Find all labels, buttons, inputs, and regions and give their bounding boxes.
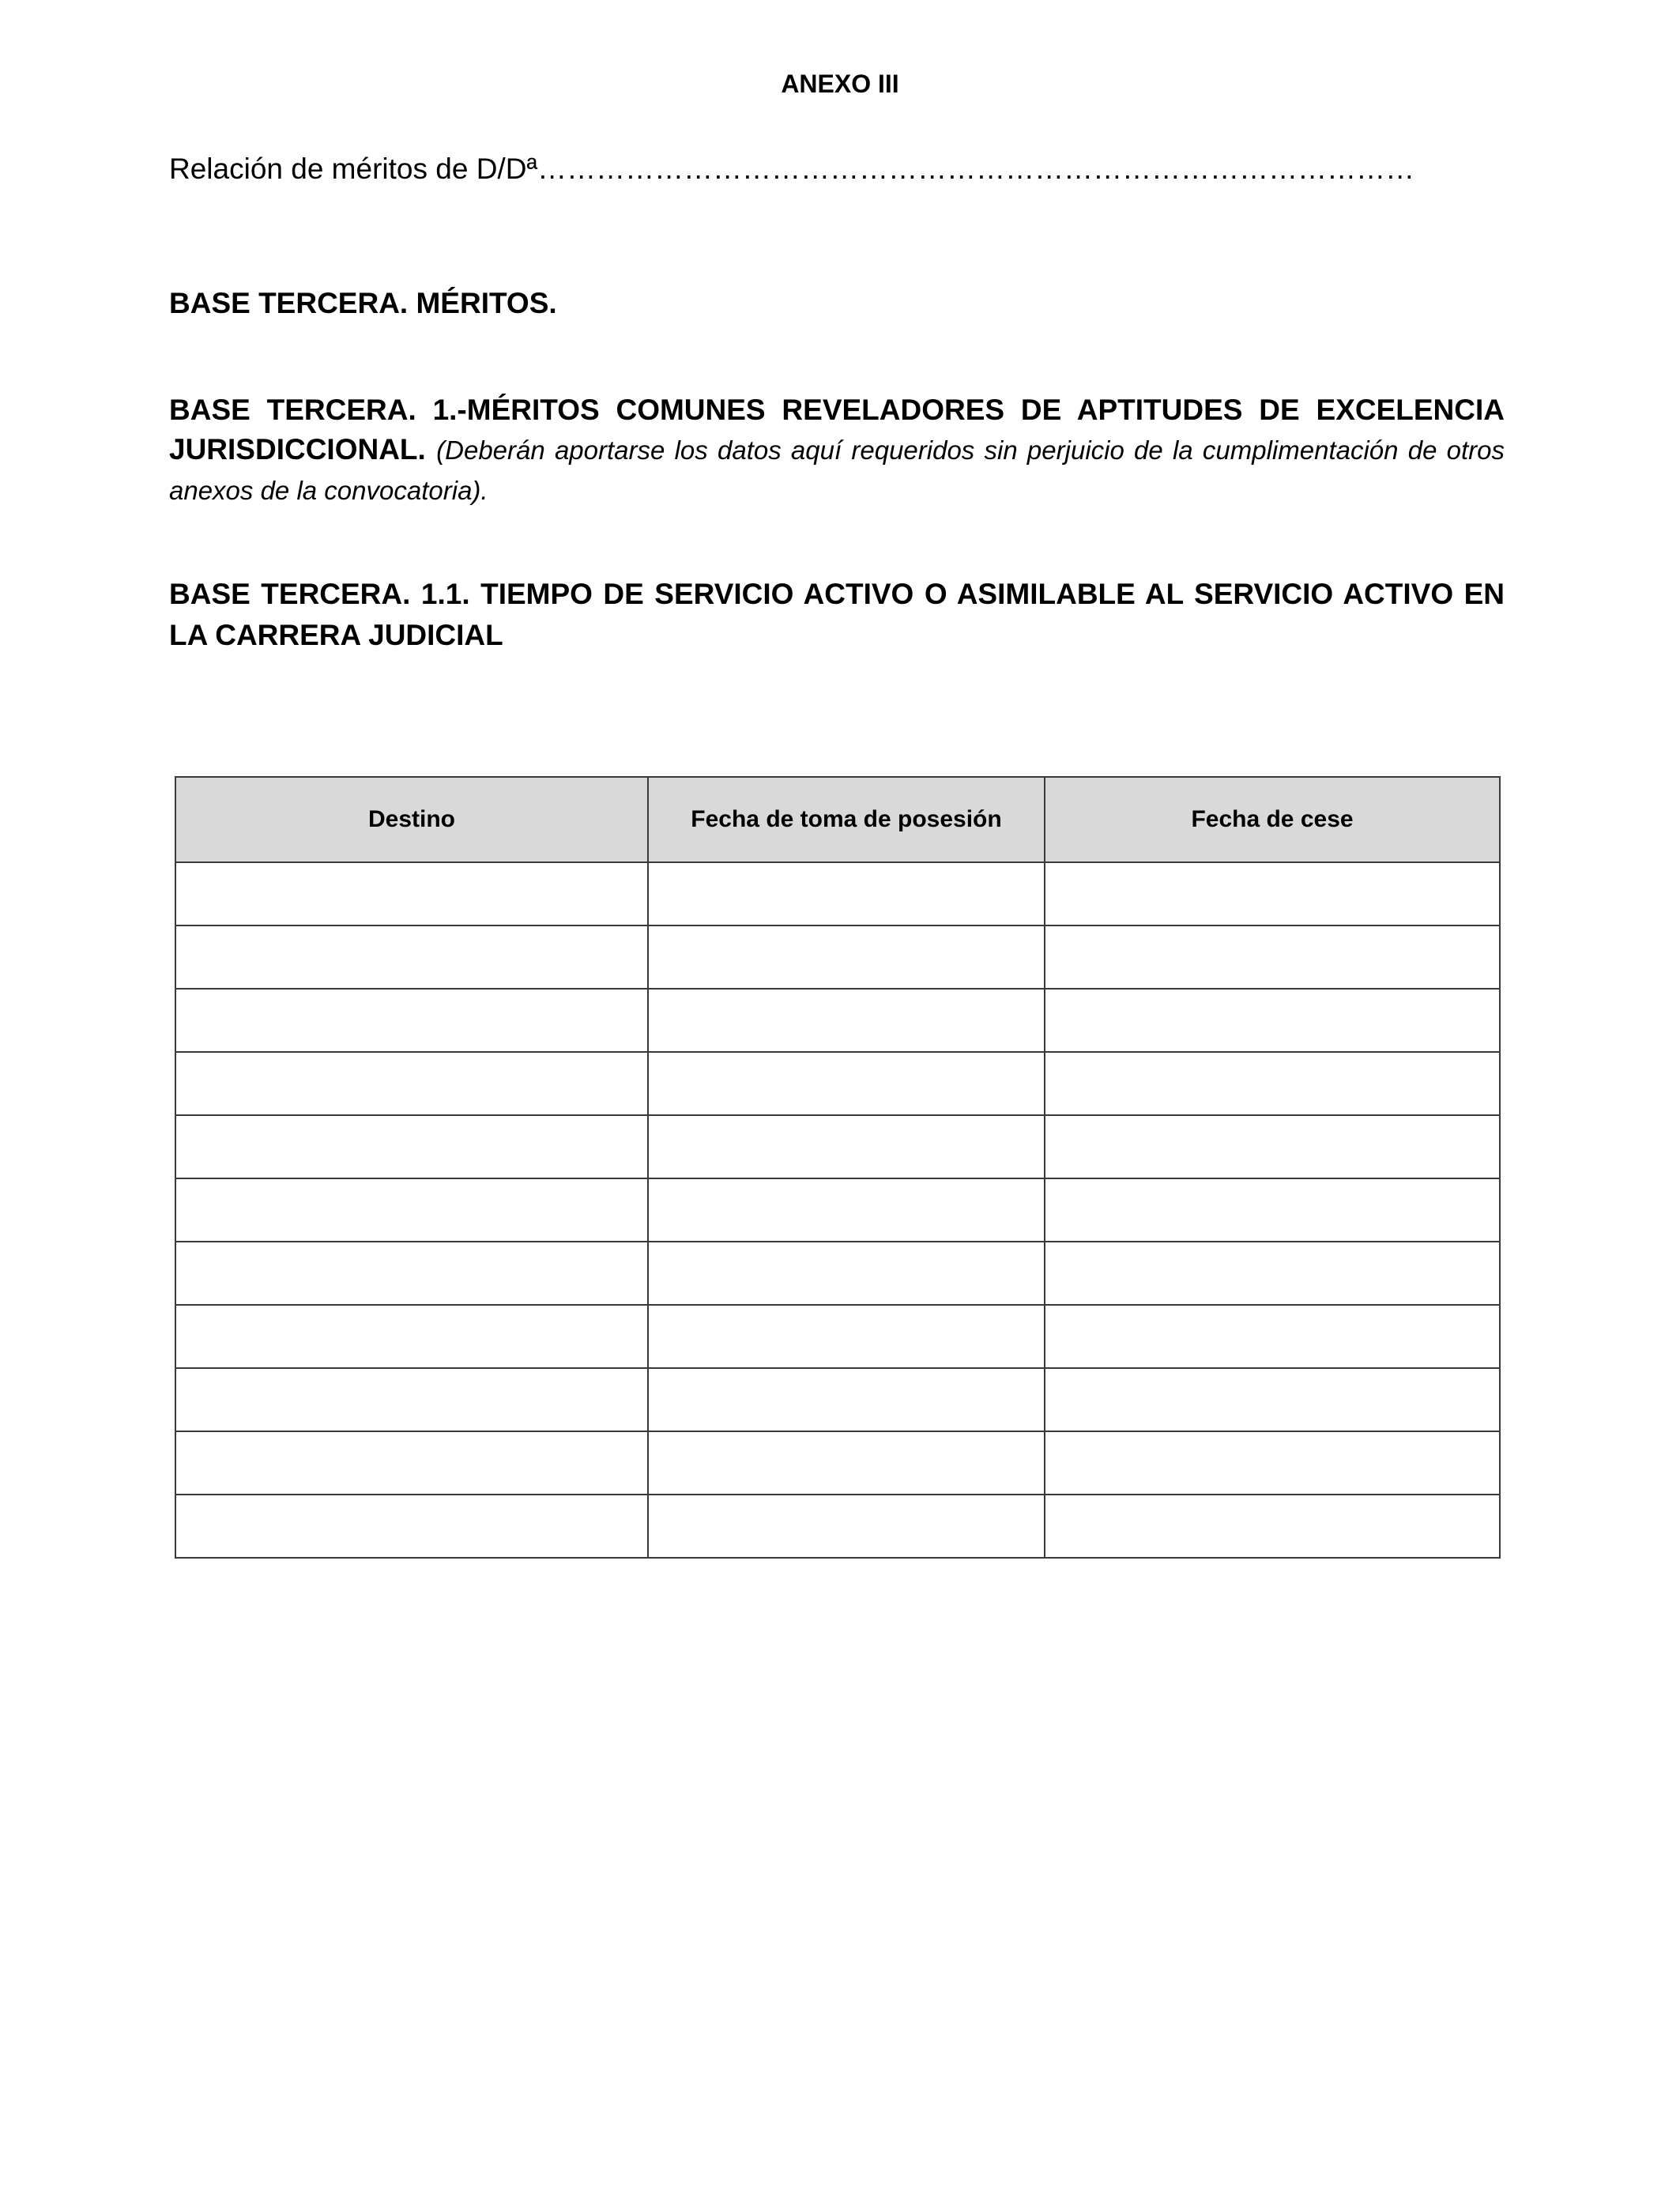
table-row: [175, 989, 1500, 1052]
cell-fecha-cese[interactable]: [1045, 925, 1500, 989]
table-row: [175, 1178, 1500, 1242]
cell-fecha-toma-posesion[interactable]: [648, 1052, 1045, 1115]
relation-name-blank: ………………………………………………………………………………: [537, 153, 1415, 185]
cell-destino[interactable]: [175, 1242, 648, 1305]
cell-fecha-cese[interactable]: [1045, 1178, 1500, 1242]
cell-fecha-toma-posesion[interactable]: [648, 989, 1045, 1052]
cell-fecha-toma-posesion[interactable]: [648, 1305, 1045, 1368]
cell-fecha-cese[interactable]: [1045, 1115, 1500, 1178]
heading-meritos: BASE TERCERA. MÉRITOS.: [169, 287, 557, 319]
cell-destino[interactable]: [175, 989, 648, 1052]
table-row: [175, 1431, 1500, 1495]
header-fecha-toma-posesion: Fecha de toma de posesión: [648, 777, 1045, 862]
cell-fecha-cese[interactable]: [1045, 1495, 1500, 1558]
table-row: [175, 925, 1500, 989]
cell-destino[interactable]: [175, 1495, 648, 1558]
cell-fecha-toma-posesion[interactable]: [648, 1178, 1045, 1242]
cell-fecha-cese[interactable]: [1045, 1305, 1500, 1368]
cell-fecha-cese[interactable]: [1045, 1052, 1500, 1115]
table-row: [175, 1495, 1500, 1558]
header-fecha-cese: Fecha de cese: [1045, 777, 1500, 862]
cell-destino[interactable]: [175, 1305, 648, 1368]
cell-fecha-toma-posesion[interactable]: [648, 925, 1045, 989]
table-row: [175, 1242, 1500, 1305]
cell-fecha-cese[interactable]: [1045, 1431, 1500, 1495]
table-header-row: [175, 777, 1500, 862]
cell-destino[interactable]: [175, 1368, 648, 1431]
merits-table: [175, 776, 1501, 1559]
cell-fecha-toma-posesion[interactable]: [648, 1368, 1045, 1431]
heading-tiempo-servicio: BASE TERCERA. 1.1. TIEMPO DE SERVICIO ACTIVO O ASIMILABLE AL SERVICIO ACTIVO EN LA CARRERA JUDICIAL: [169, 578, 1505, 651]
cell-destino[interactable]: [175, 1178, 648, 1242]
cell-fecha-toma-posesion[interactable]: [648, 1495, 1045, 1558]
cell-fecha-cese[interactable]: [1045, 1368, 1500, 1431]
relation-line: [169, 152, 1512, 187]
table-row: [175, 862, 1500, 925]
cell-destino[interactable]: [175, 862, 648, 925]
relation-label: Relación de méritos de D/Dª: [169, 153, 538, 185]
cell-destino[interactable]: [175, 1431, 648, 1495]
cell-destino[interactable]: [175, 1115, 648, 1178]
header-destino: Destino: [175, 777, 648, 862]
cell-fecha-cese[interactable]: [1045, 862, 1500, 925]
cell-fecha-cese[interactable]: [1045, 1242, 1500, 1305]
table-row: [175, 1115, 1500, 1178]
cell-destino[interactable]: [175, 1052, 648, 1115]
table-row: [175, 1052, 1500, 1115]
heading-meritos-comunes-text: BASE TERCERA. 1.-MÉRITOS COMUNES REVELADORES DE APTITUDES DE EXCELENCIA JURISDICCIONAL.: [169, 394, 1505, 466]
cell-destino[interactable]: [175, 925, 648, 989]
heading-meritos-comunes: [169, 390, 1505, 511]
cell-fecha-toma-posesion[interactable]: [648, 862, 1045, 925]
cell-fecha-toma-posesion[interactable]: [648, 1431, 1045, 1495]
heading-meritos-comunes-note: (Deberán aportarse los datos aquí requeridos sin perjuicio de la cumplimentación de otros anexos de la convocatoria).: [169, 435, 1505, 505]
table-row: [175, 1368, 1500, 1431]
cell-fecha-toma-posesion[interactable]: [648, 1242, 1045, 1305]
page-title: ANEXO III: [781, 70, 899, 98]
cell-fecha-cese[interactable]: [1045, 989, 1500, 1052]
cell-fecha-toma-posesion[interactable]: [648, 1115, 1045, 1178]
table-row: [175, 1305, 1500, 1368]
